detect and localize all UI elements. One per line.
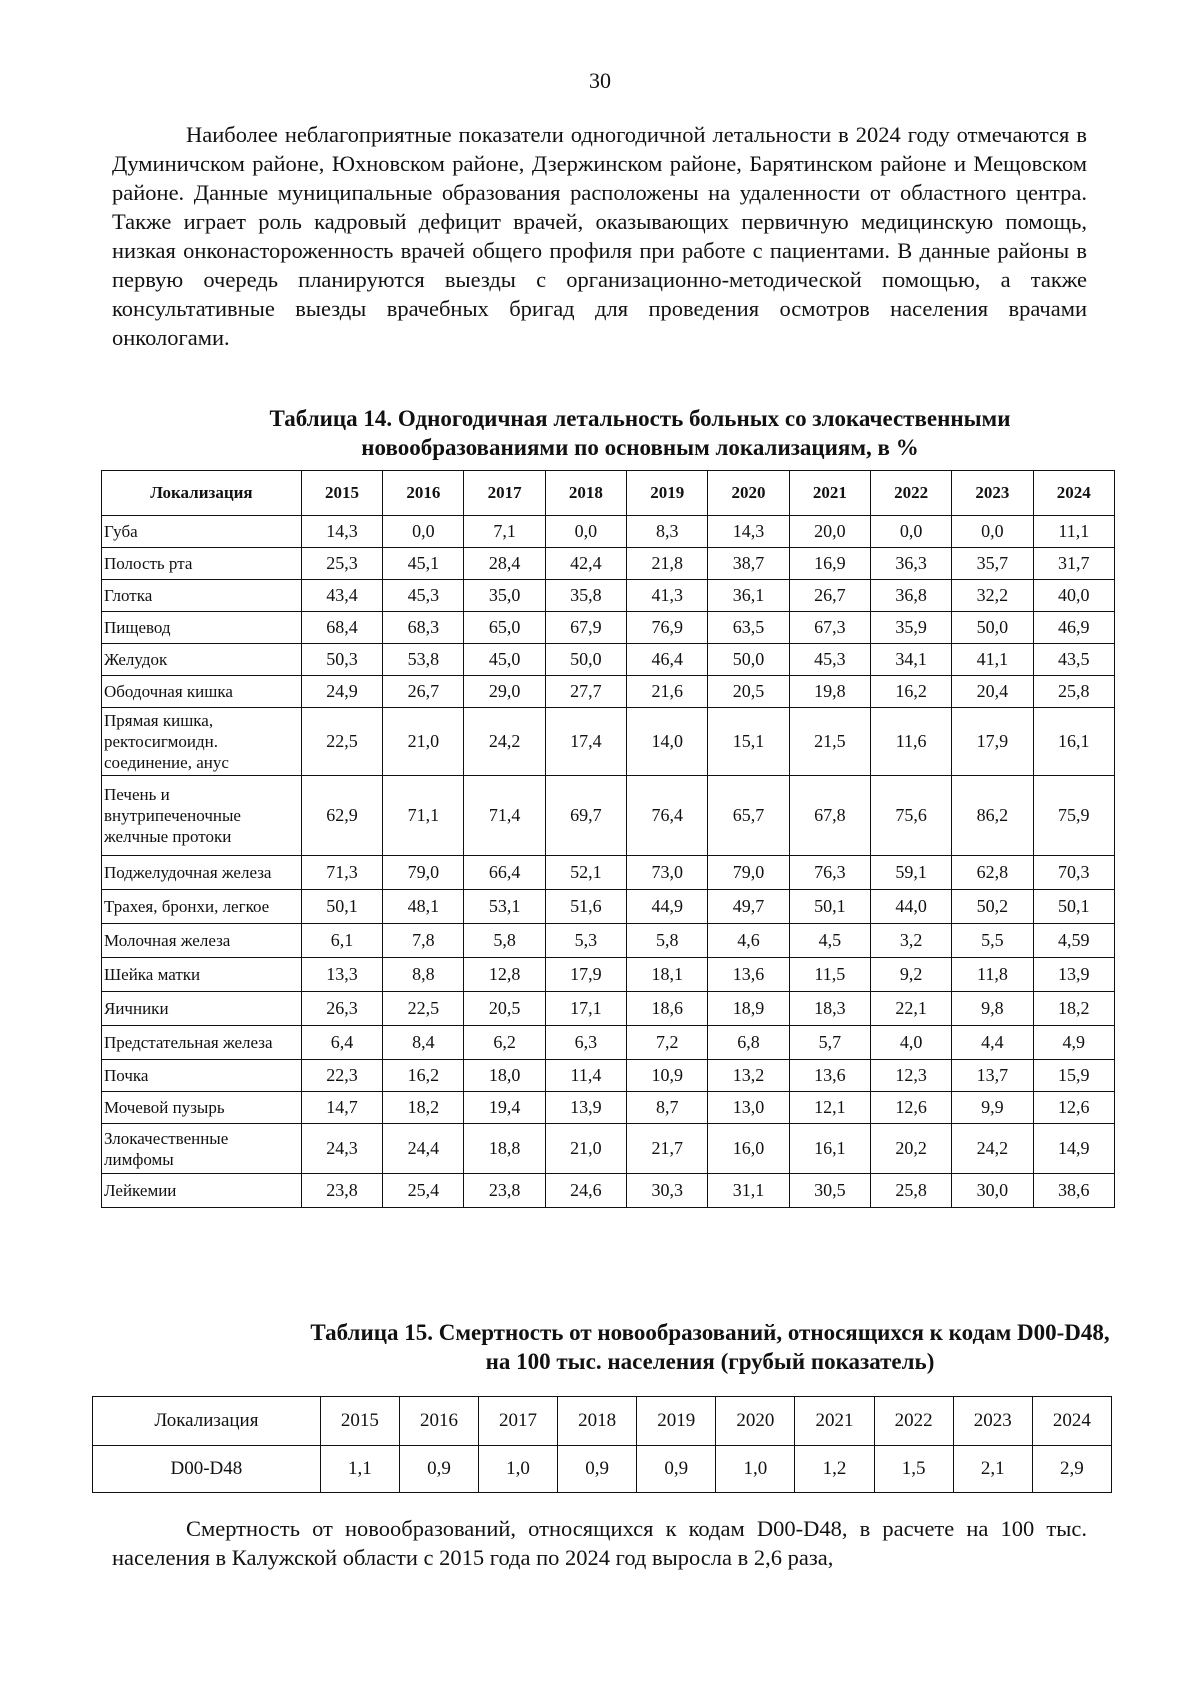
table15-header-row [93, 1397, 1112, 1446]
table-cell: 23,8 [301, 1174, 382, 1208]
row-label: Ободочная кишка [102, 676, 302, 708]
row-label: Лейкемии [102, 1174, 302, 1208]
table-cell: 16,0 [708, 1124, 789, 1174]
table-cell: 12,3 [870, 1060, 951, 1092]
table-cell: 66,4 [464, 856, 545, 890]
table14-caption [40, 404, 1200, 462]
table-row [102, 890, 1115, 924]
table-cell: 16,1 [1033, 708, 1114, 776]
table-cell: 79,0 [708, 856, 789, 890]
table-row [102, 992, 1115, 1026]
table-cell: 14,7 [301, 1092, 382, 1124]
table-cell: 75,6 [870, 776, 951, 856]
table-cell: 26,7 [383, 676, 464, 708]
table-cell: 86,2 [952, 776, 1033, 856]
table-cell: 24,4 [383, 1124, 464, 1174]
table-cell: 70,3 [1033, 856, 1114, 890]
table-cell: 18,1 [627, 958, 708, 992]
table-cell: 71,3 [301, 856, 382, 890]
table-cell: 50,0 [545, 644, 626, 676]
table-row [102, 516, 1115, 548]
table-cell: 67,8 [789, 776, 870, 856]
t14-header-year: 2018 [545, 471, 626, 516]
table-cell: 76,3 [789, 856, 870, 890]
table14 [101, 470, 1115, 1208]
table-cell: 62,8 [952, 856, 1033, 890]
table-cell: 65,7 [708, 776, 789, 856]
table-cell: 26,3 [301, 992, 382, 1026]
table-cell: 20,5 [464, 992, 545, 1026]
table-row [102, 644, 1115, 676]
table-cell: 6,4 [301, 1026, 382, 1060]
table15-caption-line1: Таблица 15. Смертность от новообразований, относящихся к кодам D00-D48, [310, 1320, 1110, 1345]
t14-header-year: 2021 [789, 471, 870, 516]
table-cell: 25,3 [301, 548, 382, 580]
table-cell: 41,1 [952, 644, 1033, 676]
table-cell: 0,9 [637, 1446, 716, 1493]
table-cell: 17,1 [545, 992, 626, 1026]
table-row [102, 708, 1115, 776]
table-row [102, 1092, 1115, 1124]
table-cell: 9,8 [952, 992, 1033, 1026]
table-cell: 24,2 [952, 1124, 1033, 1174]
table-cell: 13,6 [708, 958, 789, 992]
table-cell: 51,6 [545, 890, 626, 924]
table-row [102, 1124, 1115, 1174]
table-cell: 18,8 [464, 1124, 545, 1174]
table-cell: 50,1 [301, 890, 382, 924]
table-cell: 69,7 [545, 776, 626, 856]
table-cell: 20,0 [789, 516, 870, 548]
table-cell: 0,9 [399, 1446, 478, 1493]
table-cell: 8,7 [627, 1092, 708, 1124]
table-cell: 18,2 [383, 1092, 464, 1124]
table-cell: 75,9 [1033, 776, 1114, 856]
table-cell: 25,8 [1033, 676, 1114, 708]
table-cell: 1,0 [716, 1446, 795, 1493]
row-label: Трахея, бронхи, легкое [102, 890, 302, 924]
table-cell: 13,2 [708, 1060, 789, 1092]
table-cell: 11,6 [870, 708, 951, 776]
table-cell: 79,0 [383, 856, 464, 890]
intro-paragraph-text: Наиболее неблагоприятные показатели одногодичной летальности в 2024 году отмечаются в Думиничском районе, Юхновском районе, Дзержинском районе, Барятинском районе и Мещовском районе. Данные муниципальные образования расположены на удаленности от областного центра. Также играет роль кадровый дефицит врачей, оказывающих первичную медицинскую помощь, низкая онконастороженность врачей общего профиля при работе с пациентами. В данные районы в первую очередь планируются выезды с организационно-методической помощью, а также консультативные выезды врачебных бригад для проведения осмотров населения врачами онкологами. [112, 122, 1087, 350]
table-row [102, 856, 1115, 890]
table-cell: 44,0 [870, 890, 951, 924]
table-row [102, 548, 1115, 580]
table-cell: 42,4 [545, 548, 626, 580]
table-cell: 2,9 [1032, 1446, 1111, 1493]
table-cell: 36,3 [870, 548, 951, 580]
table-cell: 14,3 [708, 516, 789, 548]
table-cell: 50,3 [301, 644, 382, 676]
t14-header-year: 2017 [464, 471, 545, 516]
t14-header-localization: Локализация [102, 471, 302, 516]
t14-header-year: 2016 [383, 471, 464, 516]
table-cell: 20,2 [870, 1124, 951, 1174]
table-row [102, 958, 1115, 992]
table14-header-row [102, 471, 1115, 516]
table-cell: 17,4 [545, 708, 626, 776]
row-label: Шейка матки [102, 958, 302, 992]
table-cell: 22,1 [870, 992, 951, 1026]
table-cell: 11,4 [545, 1060, 626, 1092]
table-cell: 12,1 [789, 1092, 870, 1124]
table-cell: 14,0 [627, 708, 708, 776]
table-cell: 50,2 [952, 890, 1033, 924]
table-cell: 30,5 [789, 1174, 870, 1208]
table-cell: 9,2 [870, 958, 951, 992]
table-cell: 21,0 [545, 1124, 626, 1174]
table-cell: 24,2 [464, 708, 545, 776]
t15-header-year: 2018 [558, 1397, 637, 1446]
table-cell: 22,5 [301, 708, 382, 776]
table15 [92, 1396, 1112, 1493]
row-label: Губа [102, 516, 302, 548]
table-cell: 15,1 [708, 708, 789, 776]
table-cell: 73,0 [627, 856, 708, 890]
table-cell: 21,5 [789, 708, 870, 776]
row-label: Молочная железа [102, 924, 302, 958]
table-cell: 6,2 [464, 1026, 545, 1060]
t15-header-localization: Локализация [93, 1397, 321, 1446]
table-cell: 53,1 [464, 890, 545, 924]
page-number: 30 [589, 68, 611, 93]
table-cell: 48,1 [383, 890, 464, 924]
table-cell: 13,0 [708, 1092, 789, 1124]
table-cell: 71,1 [383, 776, 464, 856]
table-cell: 21,6 [627, 676, 708, 708]
closing-paragraph-text: Смертность от новообразований, относящихся к кодам D00-D48, в расчете на 100 тыс. населения в Калужской области с 2015 года по 2024 год выросла в 2,6 раза, [112, 1516, 1087, 1570]
table-cell: 20,4 [952, 676, 1033, 708]
t14-header-year: 2015 [301, 471, 382, 516]
table-cell: 22,3 [301, 1060, 382, 1092]
table-cell: 34,1 [870, 644, 951, 676]
t15-header-year: 2017 [479, 1397, 558, 1446]
table-cell: 35,8 [545, 580, 626, 612]
table-cell: 30,0 [952, 1174, 1033, 1208]
table-cell: 52,1 [545, 856, 626, 890]
table-cell: 7,2 [627, 1026, 708, 1060]
table-cell: 38,6 [1033, 1174, 1114, 1208]
table-cell: 24,9 [301, 676, 382, 708]
t15-header-year: 2020 [716, 1397, 795, 1446]
row-label: Яичники [102, 992, 302, 1026]
table-cell: 62,9 [301, 776, 382, 856]
row-label: Почка [102, 1060, 302, 1092]
table-cell: 1,1 [320, 1446, 399, 1493]
table-cell: 43,4 [301, 580, 382, 612]
table-cell: 31,7 [1033, 548, 1114, 580]
table-row [102, 924, 1115, 958]
table-cell: 13,7 [952, 1060, 1033, 1092]
table-cell: 5,7 [789, 1026, 870, 1060]
table-cell: 35,7 [952, 548, 1033, 580]
table-cell: 25,8 [870, 1174, 951, 1208]
table-cell: 36,8 [870, 580, 951, 612]
table-row [102, 776, 1115, 856]
table-cell: 1,2 [795, 1446, 874, 1493]
table-cell: 32,2 [952, 580, 1033, 612]
table-cell: 1,0 [479, 1446, 558, 1493]
table-cell: 31,1 [708, 1174, 789, 1208]
row-label: Прямая кишка, ректосигмоидн. соединение, анус [102, 708, 302, 776]
t14-header-year: 2022 [870, 471, 951, 516]
t15-header-year: 2016 [399, 1397, 478, 1446]
table-cell: 8,4 [383, 1026, 464, 1060]
table-cell: 4,9 [1033, 1026, 1114, 1060]
table-cell: 1,5 [874, 1446, 953, 1493]
table-cell: 76,4 [627, 776, 708, 856]
table-cell: 27,7 [545, 676, 626, 708]
table-cell: 16,2 [870, 676, 951, 708]
table-cell: 23,8 [464, 1174, 545, 1208]
table-cell: 17,9 [952, 708, 1033, 776]
table-cell: 22,5 [383, 992, 464, 1026]
table-cell: 65,0 [464, 612, 545, 644]
table-cell: 16,1 [789, 1124, 870, 1174]
table-row [93, 1446, 1112, 1493]
table-cell: 5,5 [952, 924, 1033, 958]
table-cell: 2,1 [953, 1446, 1032, 1493]
table-cell: 0,0 [545, 516, 626, 548]
table-cell: 5,3 [545, 924, 626, 958]
table-cell: 0,9 [558, 1446, 637, 1493]
table-row [102, 1174, 1115, 1208]
table-cell: 50,0 [952, 612, 1033, 644]
t15-header-year: 2024 [1032, 1397, 1111, 1446]
table-cell: 50,1 [1033, 890, 1114, 924]
table-cell: 13,6 [789, 1060, 870, 1092]
t15-header-year: 2019 [637, 1397, 716, 1446]
table-cell: 12,6 [1033, 1092, 1114, 1124]
t15-header-year: 2023 [953, 1397, 1032, 1446]
table-row [102, 580, 1115, 612]
t14-header-year: 2024 [1033, 471, 1114, 516]
table-cell: 46,9 [1033, 612, 1114, 644]
row-label: Злокачественные лимфомы [102, 1124, 302, 1174]
table-cell: 45,3 [789, 644, 870, 676]
table-cell: 40,0 [1033, 580, 1114, 612]
table-cell: 11,1 [1033, 516, 1114, 548]
table-cell: 7,1 [464, 516, 545, 548]
table-cell: 45,1 [383, 548, 464, 580]
table-row [102, 676, 1115, 708]
table-cell: 50,1 [789, 890, 870, 924]
table-cell: 13,3 [301, 958, 382, 992]
table-cell: 67,3 [789, 612, 870, 644]
table-cell: 38,7 [708, 548, 789, 580]
row-label: Пищевод [102, 612, 302, 644]
table-cell: 6,1 [301, 924, 382, 958]
table-cell: 30,3 [627, 1174, 708, 1208]
table-cell: 12,8 [464, 958, 545, 992]
table-cell: 3,2 [870, 924, 951, 958]
table-cell: 76,9 [627, 612, 708, 644]
table-cell: 4,6 [708, 924, 789, 958]
table-cell: 26,7 [789, 580, 870, 612]
table-cell: 35,0 [464, 580, 545, 612]
table-cell: 28,4 [464, 548, 545, 580]
table-cell: 18,0 [464, 1060, 545, 1092]
table-cell: 20,5 [708, 676, 789, 708]
t14-header-year: 2020 [708, 471, 789, 516]
row-label: Печень и внутрипеченочные желчные протоки [102, 776, 302, 856]
table-cell: 71,4 [464, 776, 545, 856]
table-cell: 18,2 [1033, 992, 1114, 1026]
table-cell: 21,0 [383, 708, 464, 776]
table-cell: 29,0 [464, 676, 545, 708]
table-cell: 5,8 [627, 924, 708, 958]
table-cell: 0,0 [383, 516, 464, 548]
table-cell: 46,4 [627, 644, 708, 676]
table-cell: 8,3 [627, 516, 708, 548]
row-label: Поджелудочная железа [102, 856, 302, 890]
table-cell: 45,3 [383, 580, 464, 612]
t14-header-year: 2019 [627, 471, 708, 516]
row-label: Полость рта [102, 548, 302, 580]
table-cell: 59,1 [870, 856, 951, 890]
intro-paragraph [112, 120, 1087, 352]
row-label: Предстательная железа [102, 1026, 302, 1060]
table-cell: 11,8 [952, 958, 1033, 992]
table-cell: 36,1 [708, 580, 789, 612]
table14-caption-line2: новообразованиями по основным локализациям, в % [361, 435, 919, 460]
table-cell: 24,3 [301, 1124, 382, 1174]
table-cell: 17,9 [545, 958, 626, 992]
table-cell: 18,3 [789, 992, 870, 1026]
table-cell: 8,8 [383, 958, 464, 992]
table-cell: 41,3 [627, 580, 708, 612]
table-cell: 67,9 [545, 612, 626, 644]
table-cell: 25,4 [383, 1174, 464, 1208]
table-cell: 4,5 [789, 924, 870, 958]
row-label: Глотка [102, 580, 302, 612]
table-row [102, 1060, 1115, 1092]
table-cell: 49,7 [708, 890, 789, 924]
table-row [102, 612, 1115, 644]
table-cell: 24,6 [545, 1174, 626, 1208]
t15-header-year: 2022 [874, 1397, 953, 1446]
table-cell: 18,9 [708, 992, 789, 1026]
table-cell: 19,8 [789, 676, 870, 708]
table-cell: 21,8 [627, 548, 708, 580]
table-cell: 6,3 [545, 1026, 626, 1060]
table-cell: 9,9 [952, 1092, 1033, 1124]
table-cell: 21,7 [627, 1124, 708, 1174]
table15-caption-line2: на 100 тыс. населения (грубый показатель) [485, 1349, 935, 1374]
table-cell: 0,0 [952, 516, 1033, 548]
table-cell: 44,9 [627, 890, 708, 924]
table-cell: 68,3 [383, 612, 464, 644]
table-cell: 45,0 [464, 644, 545, 676]
row-label: Мочевой пузырь [102, 1092, 302, 1124]
t14-header-year: 2023 [952, 471, 1033, 516]
table-cell: 43,5 [1033, 644, 1114, 676]
table-cell: 10,9 [627, 1060, 708, 1092]
table-cell: 53,8 [383, 644, 464, 676]
table-cell: 63,5 [708, 612, 789, 644]
table15-caption [110, 1318, 1200, 1376]
table-cell: 50,0 [708, 644, 789, 676]
row-label: D00-D48 [93, 1446, 321, 1493]
table-cell: 13,9 [545, 1092, 626, 1124]
t15-header-year: 2021 [795, 1397, 874, 1446]
closing-paragraph [112, 1514, 1087, 1572]
table-cell: 18,6 [627, 992, 708, 1026]
table-cell: 5,8 [464, 924, 545, 958]
table-cell: 6,8 [708, 1026, 789, 1060]
table-cell: 13,9 [1033, 958, 1114, 992]
t15-header-year: 2015 [320, 1397, 399, 1446]
table-cell: 0,0 [870, 516, 951, 548]
table-cell: 68,4 [301, 612, 382, 644]
table14-caption-line1: Таблица 14. Одногодичная летальность больных со злокачественными [269, 406, 1011, 431]
table-cell: 12,6 [870, 1092, 951, 1124]
table-cell: 7,8 [383, 924, 464, 958]
table-cell: 35,9 [870, 612, 951, 644]
table-cell: 4,4 [952, 1026, 1033, 1060]
table-cell: 16,9 [789, 548, 870, 580]
table-cell: 14,3 [301, 516, 382, 548]
table-cell: 19,4 [464, 1092, 545, 1124]
row-label: Желудок [102, 644, 302, 676]
table-cell: 11,5 [789, 958, 870, 992]
table-cell: 14,9 [1033, 1124, 1114, 1174]
table-cell: 15,9 [1033, 1060, 1114, 1092]
table-cell: 4,0 [870, 1026, 951, 1060]
table-cell: 4,59 [1033, 924, 1114, 958]
table-cell: 16,2 [383, 1060, 464, 1092]
table-row [102, 1026, 1115, 1060]
